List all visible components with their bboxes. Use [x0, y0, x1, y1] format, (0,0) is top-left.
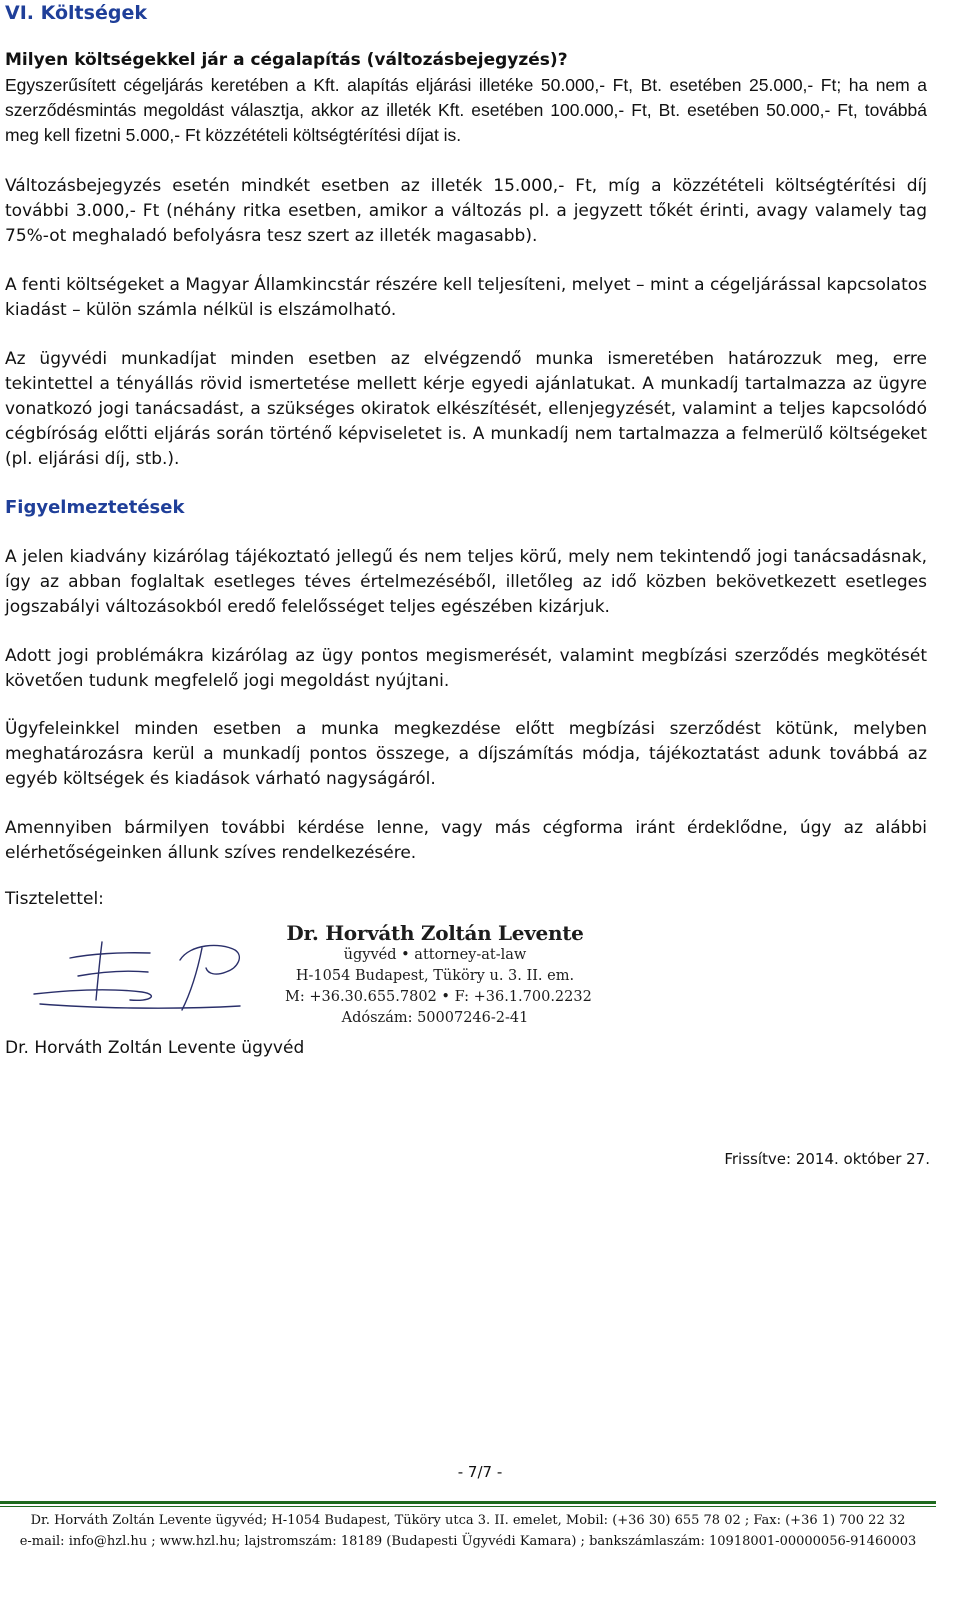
- page-number: - 7/7 -: [457, 1463, 503, 1481]
- section-title: VI. Költségek: [5, 2, 147, 24]
- page-footer: [0, 1510, 936, 1560]
- warning-disclaimer: A jelen kiadvány kizárólag tájékoztató jellegű és nem teljes körű, mely nem tekintendő jogi tanácsadásnak, így az abban foglaltak esetleges téves értelmezéséből, illetőleg az idő közben bekövetkezett esetleges jogszabályi változásokból eredő felelősséget teljes egészében kizárjuk.: [5, 547, 927, 617]
- footer-address-line: Dr. Horváth Zoltán Levente ügyvéd; H-1054 Budapest, Tüköry utca 3. II. emelet, Mobil: (+36 30) 655 78 02 ; Fax: (+36 1) 700 22 32: [30, 1513, 906, 1528]
- stamp-name: Dr. Horváth Zoltán Levente: [286, 921, 584, 945]
- paragraph-fees-founding: Egyszerűsített cégeljárás keretében a Kft. alapítás eljárási illetéke 50.000,- Ft, Bt. esetében 25.000,- Ft; ha nem a szerződésmintás megoldást választja, akkor az illeték Kft. esetében 100.000,- Ft, Bt. esetében 50.000,- Ft, továbbá meg kell fizetni 5.000,- Ft közzétételi költségtérítési díjat is.: [5, 75, 927, 145]
- updated-date: Frissítve: 2014. október 27.: [724, 1150, 930, 1168]
- paragraph-treasury: A fenti költségeket a Magyar Államkincstár részére kell teljesíteni, melyet – mint a cégeljárással kapcsolatos kiadást – külön számla nélkül is elszámolható.: [5, 275, 927, 320]
- footer-divider-thin: [0, 1506, 936, 1507]
- warnings-title: Figyelmeztetések: [5, 497, 185, 518]
- stamp-role: ügyvéd • attorney-at-law: [343, 947, 527, 963]
- footer-divider-thick: [0, 1501, 936, 1504]
- signer-name: Dr. Horváth Zoltán Levente ügyvéd: [5, 1038, 305, 1058]
- greeting: Tisztelettel:: [5, 889, 104, 909]
- stamp-phone: M: +36.30.655.7802 • F: +36.1.700.2232: [285, 989, 592, 1005]
- warning-specific-cases: Adott jogi problémákra kizárólag az ügy pontos megismerését, valamint megbízási szerződés megkötését követően tudunk megfelelő jogi megoldást nyújtani.: [5, 646, 927, 691]
- lawyer-stamp: [285, 921, 592, 1029]
- paragraph-fees-change: Változásbejegyzés esetén mindkét esetben az illeték 15.000,- Ft, míg a közzétételi költségtérítési díj további 3.000,- Ft (néhány ritka esetben, amikor a változás pl. a jegyzett tőkét érinti, avagy valamely tag 75%-ot meghaladó befolyásra tesz szert az illeték magasabb).: [5, 176, 927, 246]
- warning-contract: Ügyfeleinkkel minden esetben a munka megkezdése előtt megbízási szerződést kötünk, melyben meghatározásra kerül a munkadíj pontos összege, a díjszámítás módja, tájékoztatást adunk továbbá az egyéb költségek és kiadások várható nagyságáról.: [5, 719, 927, 789]
- stamp-tax-number: Adószám: 50007246-2-41: [341, 1010, 529, 1026]
- paragraph-lawyer-fee: Az ügyvédi munkadíjat minden esetben az elvégzendő munka ismeretében határozzuk meg, erre tekintettel a tényállás rövid ismertetése mellett kérje egyedi ajánlatukat. A munkadíj tartalmazza az ügyre vonatkozó jogi tanácsadást, a szükséges okiratok elkészítését, ellenjegyzését, valamint a teljes kapcsolódó cégbíróság előtti eljárás során történő képviseletet is. A munkadíj nem tartalmazza a felmerülő költségeket (pl. eljárási díj, stb.).: [5, 349, 927, 469]
- question-title: Milyen költségekkel jár a cégalapítás (változásbejegyzés)?: [5, 50, 568, 70]
- warning-contact: Amennyiben bármilyen további kérdése lenne, vagy más cégforma iránt érdeklődne, úgy az alábbi elérhetőségeinken állunk szíves rendelkezésére.: [5, 818, 927, 863]
- footer-contact-line: e-mail: info@hzl.hu ; www.hzl.hu; lajstromszám: 18189 (Budapesti Ügyvédi Kamara) ; bankszámlaszám: 10918001-00000056-91460003: [19, 1534, 917, 1549]
- handwritten-signature: [30, 938, 290, 1018]
- stamp-address: H-1054 Budapest, Tüköry u. 3. II. em.: [295, 968, 575, 984]
